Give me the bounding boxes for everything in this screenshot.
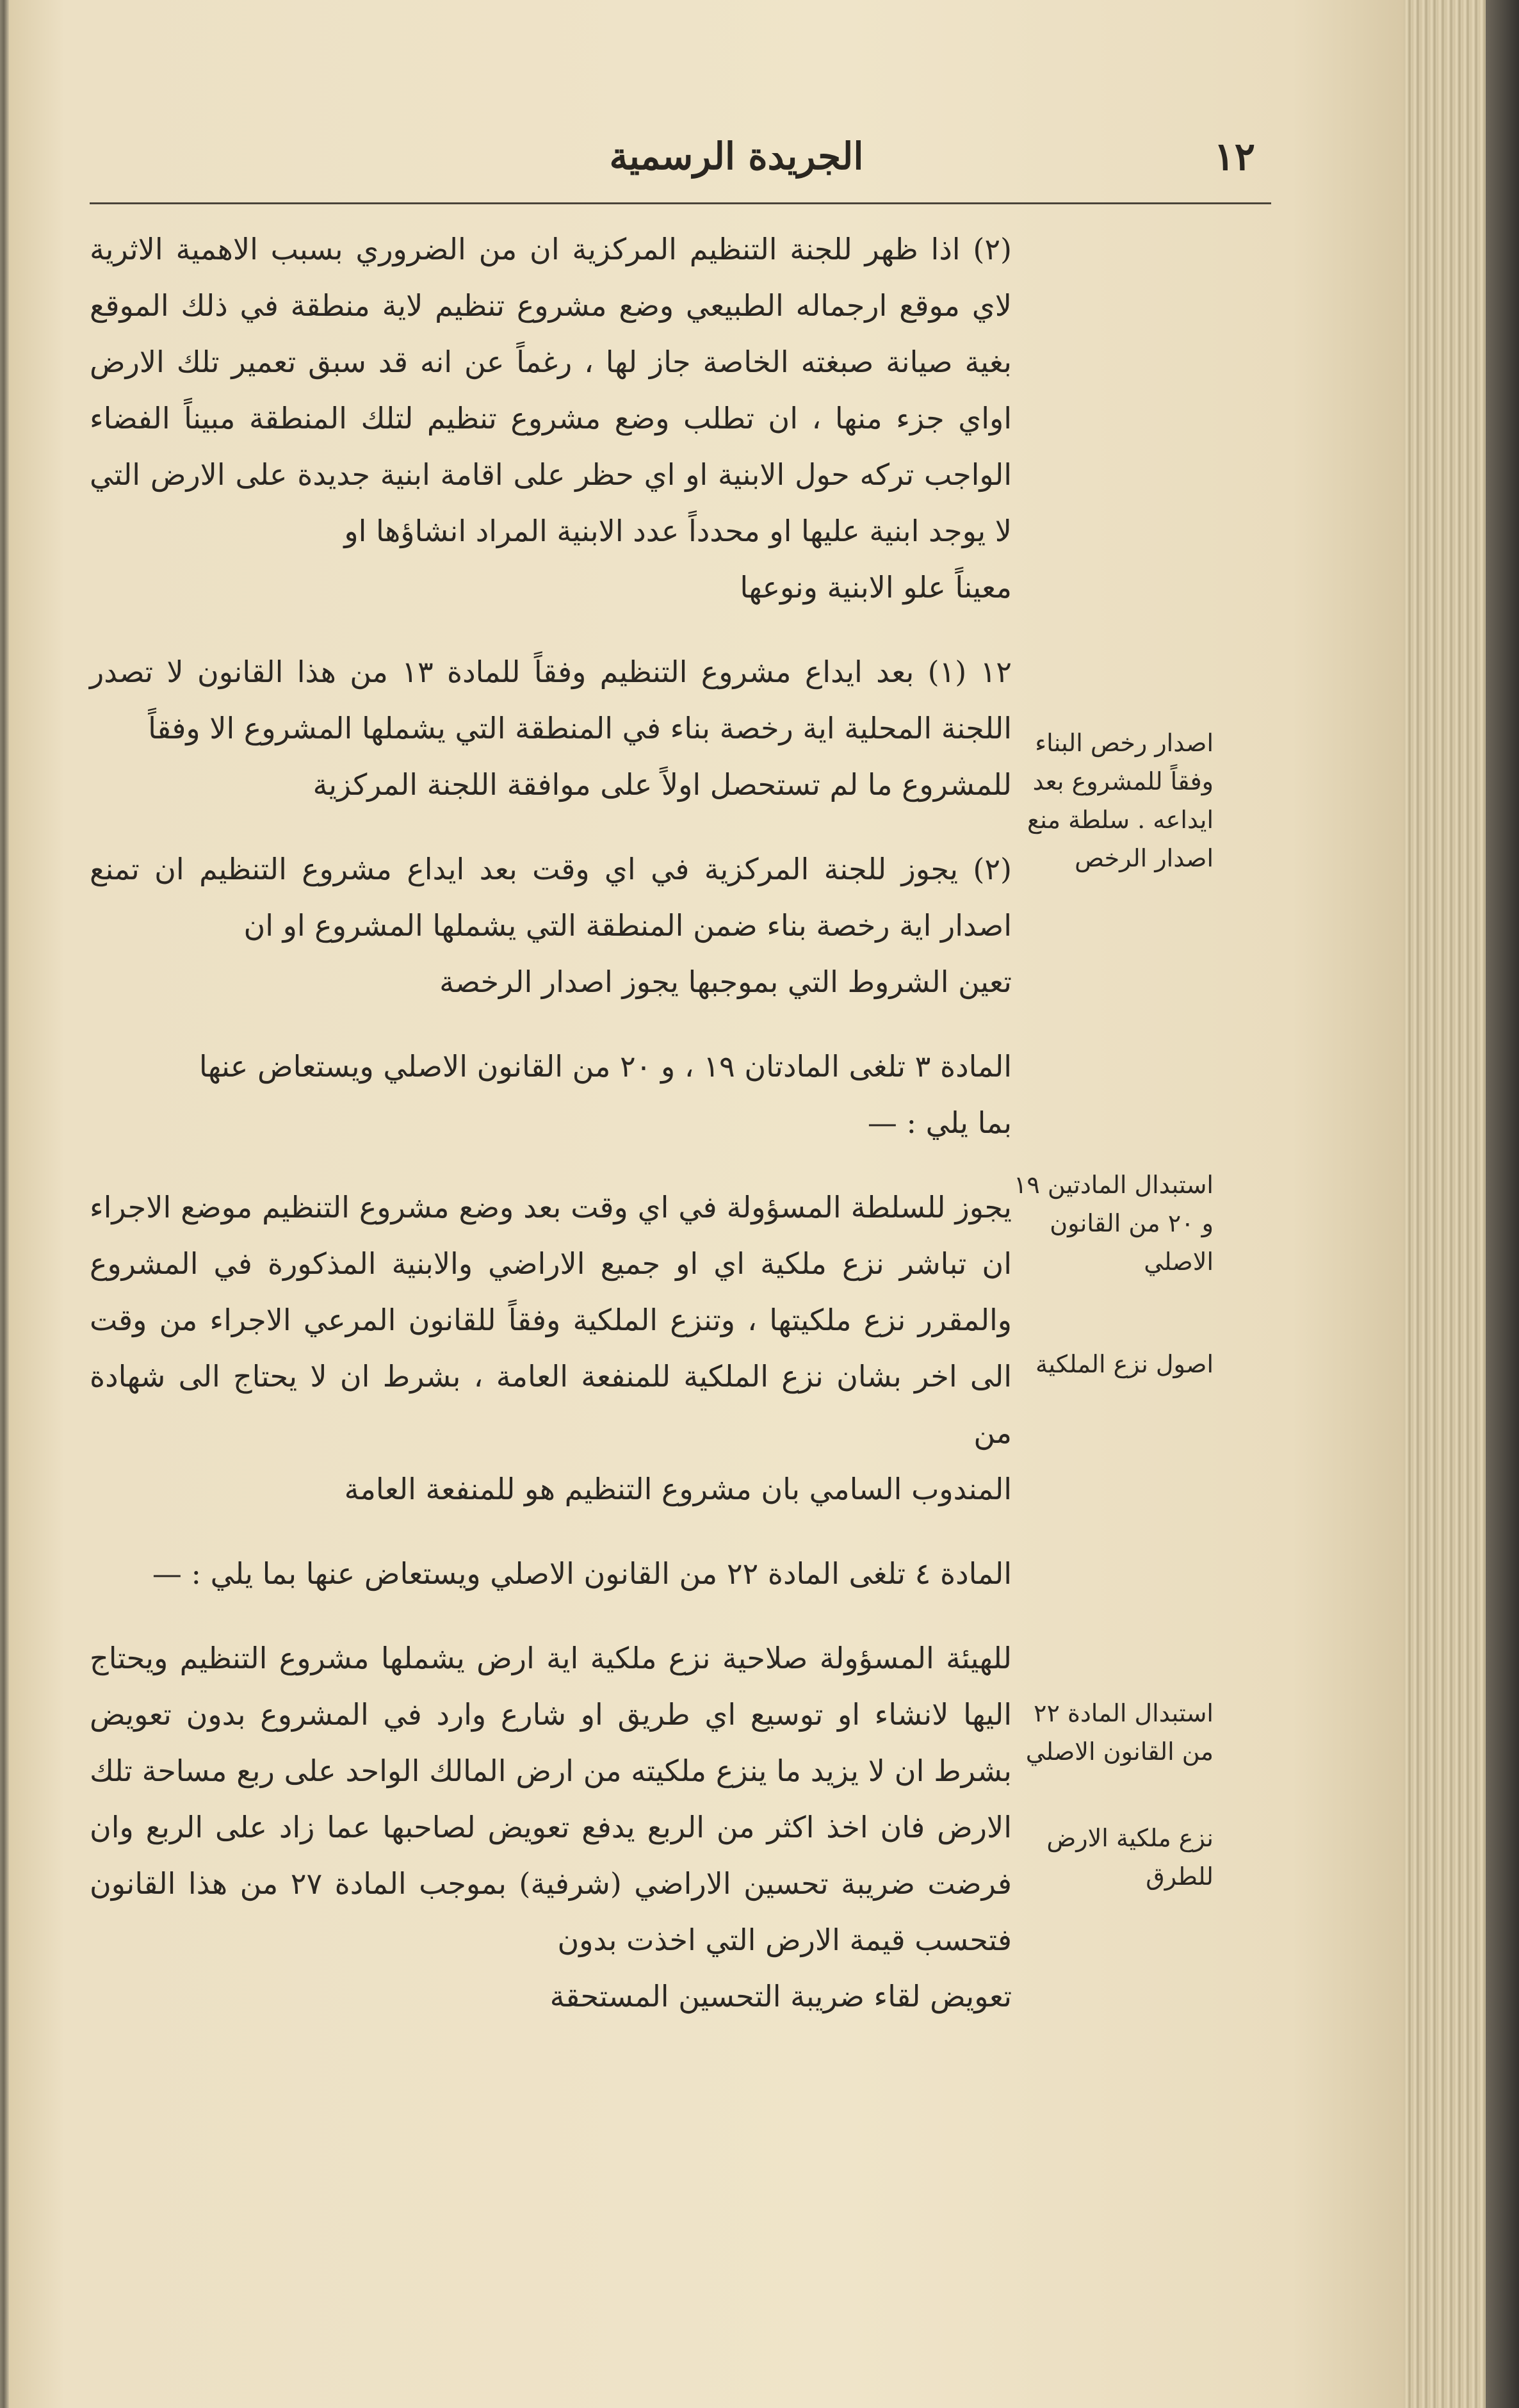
paragraph-2-end: للمشروع ما لم تستحصل اولاً على موافقة اللجنة المركزية [313,767,1012,802]
paragraph-6: المادة ٤ تلغى المادة ٢٢ من القانون الاصلي ويستعاض عنها بما يلي : — [152,1556,1012,1591]
paragraph-7-end: تعويض لقاء ضريبة التحسين المستحقة [549,1979,1012,2013]
paragraph-4-end: بما يلي : — [867,1105,1012,1140]
main-text [90,221,1012,2024]
binding-shadow [1486,0,1519,2408]
paragraph-2: ١٢ (١) بعد ايداع مشروع التنظيم وفقاً للمادة ١٣ من هذا القانون لا تصدر اللجنة المحلية اية رخصة بناء في المنطقة التي يشملها المشروع الا وفقاً [90,655,1012,745]
paragraph-7: للهيئة المسؤولة صلاحية نزع ملكية اية ارض يشملها مشروع التنظيم ويحتاج اليها لانشاء او توسيع اي طريق او شارع وارد في المشروع بدون تعويض بشرط ان لا يزيد ما ينزع ملكيته من ارض المالك الواحد على ربع مساحة تلك الارض فان اخذ اكثر من الربع يدفع تعويض لصاحبها عما زاد على الربع وان فرضت ضريبة تحسين الاراضي (شرفية) بموجب المادة ٢٧ من هذا القانون فتحسب قيمة الارض التي اخذت بدون [90,1641,1012,1957]
margin-note-2: استبدال المادتين ١٩ و ٢٠ من القانون الاصلي [1013,1171,1214,1276]
paragraph-3: (٢) يجوز للجنة المركزية في اي وقت بعد ايداع مشروع التنظيم ان تمنع اصدار اية رخصة بناء ضمن المنطقة التي يشملها المشروع او ان [90,852,1012,943]
paragraph-5: يجوز للسلطة المسؤولة في اي وقت بعد وضع مشروع التنظيم موضع الاجراء ان تباشر نزع ملكية اي او جميع الاراضي والابنية المذكورة في المشروع والمقرر نزع ملكيتها ، وتنزع الملكية وفقاً للقانون المرعي الاجراء من وقت الى اخر بشان نزع الملكية للمنفعة العامة ، بشرط ان لا يحتاج الى شهادة من [90,1190,1012,1450]
paragraph-1-end: معيناً علو الابنية ونوعها [740,570,1012,605]
paragraph-3-end: تعين الشروط التي بموجبها يجوز اصدار الرخصة [439,964,1012,999]
paragraph-5-end: المندوب السامي بان مشروع التنظيم هو للمنفعة العامة [344,1472,1012,1506]
margin-note-5: نزع ملكية الارض للطرق [1046,1824,1214,1891]
margin-note-4: استبدال المادة ٢٢ من القانون الاصلي [1025,1699,1214,1766]
page-number: ١٢ [1214,134,1255,179]
paragraph-4: المادة ٣ تلغى المادتان ١٩ ، و ٢٠ من القانون الاصلي ويستعاض عنها [199,1049,1012,1084]
page-edges [1404,0,1519,2408]
page-title: الجريدة الرسمية [609,134,864,178]
paragraph-1: (٢) اذا ظهر للجنة التنظيم المركزية ان من الضروري بسبب الاهمية الاثرية لاي موقع ارجماله الطبيعي وضع مشروع تنظيم لاية منطقة في ذلك الموقع بغية صيانة صبغته الخاصة جاز لها ، رغماً عن انه قد سبق تعمير تلك الارض اواي جزء منها ، ان تطلب وضع مشروع تنظيم لتلك المنطقة مبيناً الفضاء الواجب تركه حول الابنية او اي حظر على اقامة ابنية جديدة على الارض التي لا يوجد ابنية عليها او محدداً عدد الابنية المراد انشاؤها او [90,232,1012,548]
page-header [90,128,1281,205]
margin-note-3: اصول نزع الملكية [1036,1350,1214,1378]
header-rule [90,202,1271,204]
margin-note-1: اصدار رخص البناء وفقاً للمشروع بعد ايداعه . سلطة منع اصدار الرخص [1027,729,1214,872]
